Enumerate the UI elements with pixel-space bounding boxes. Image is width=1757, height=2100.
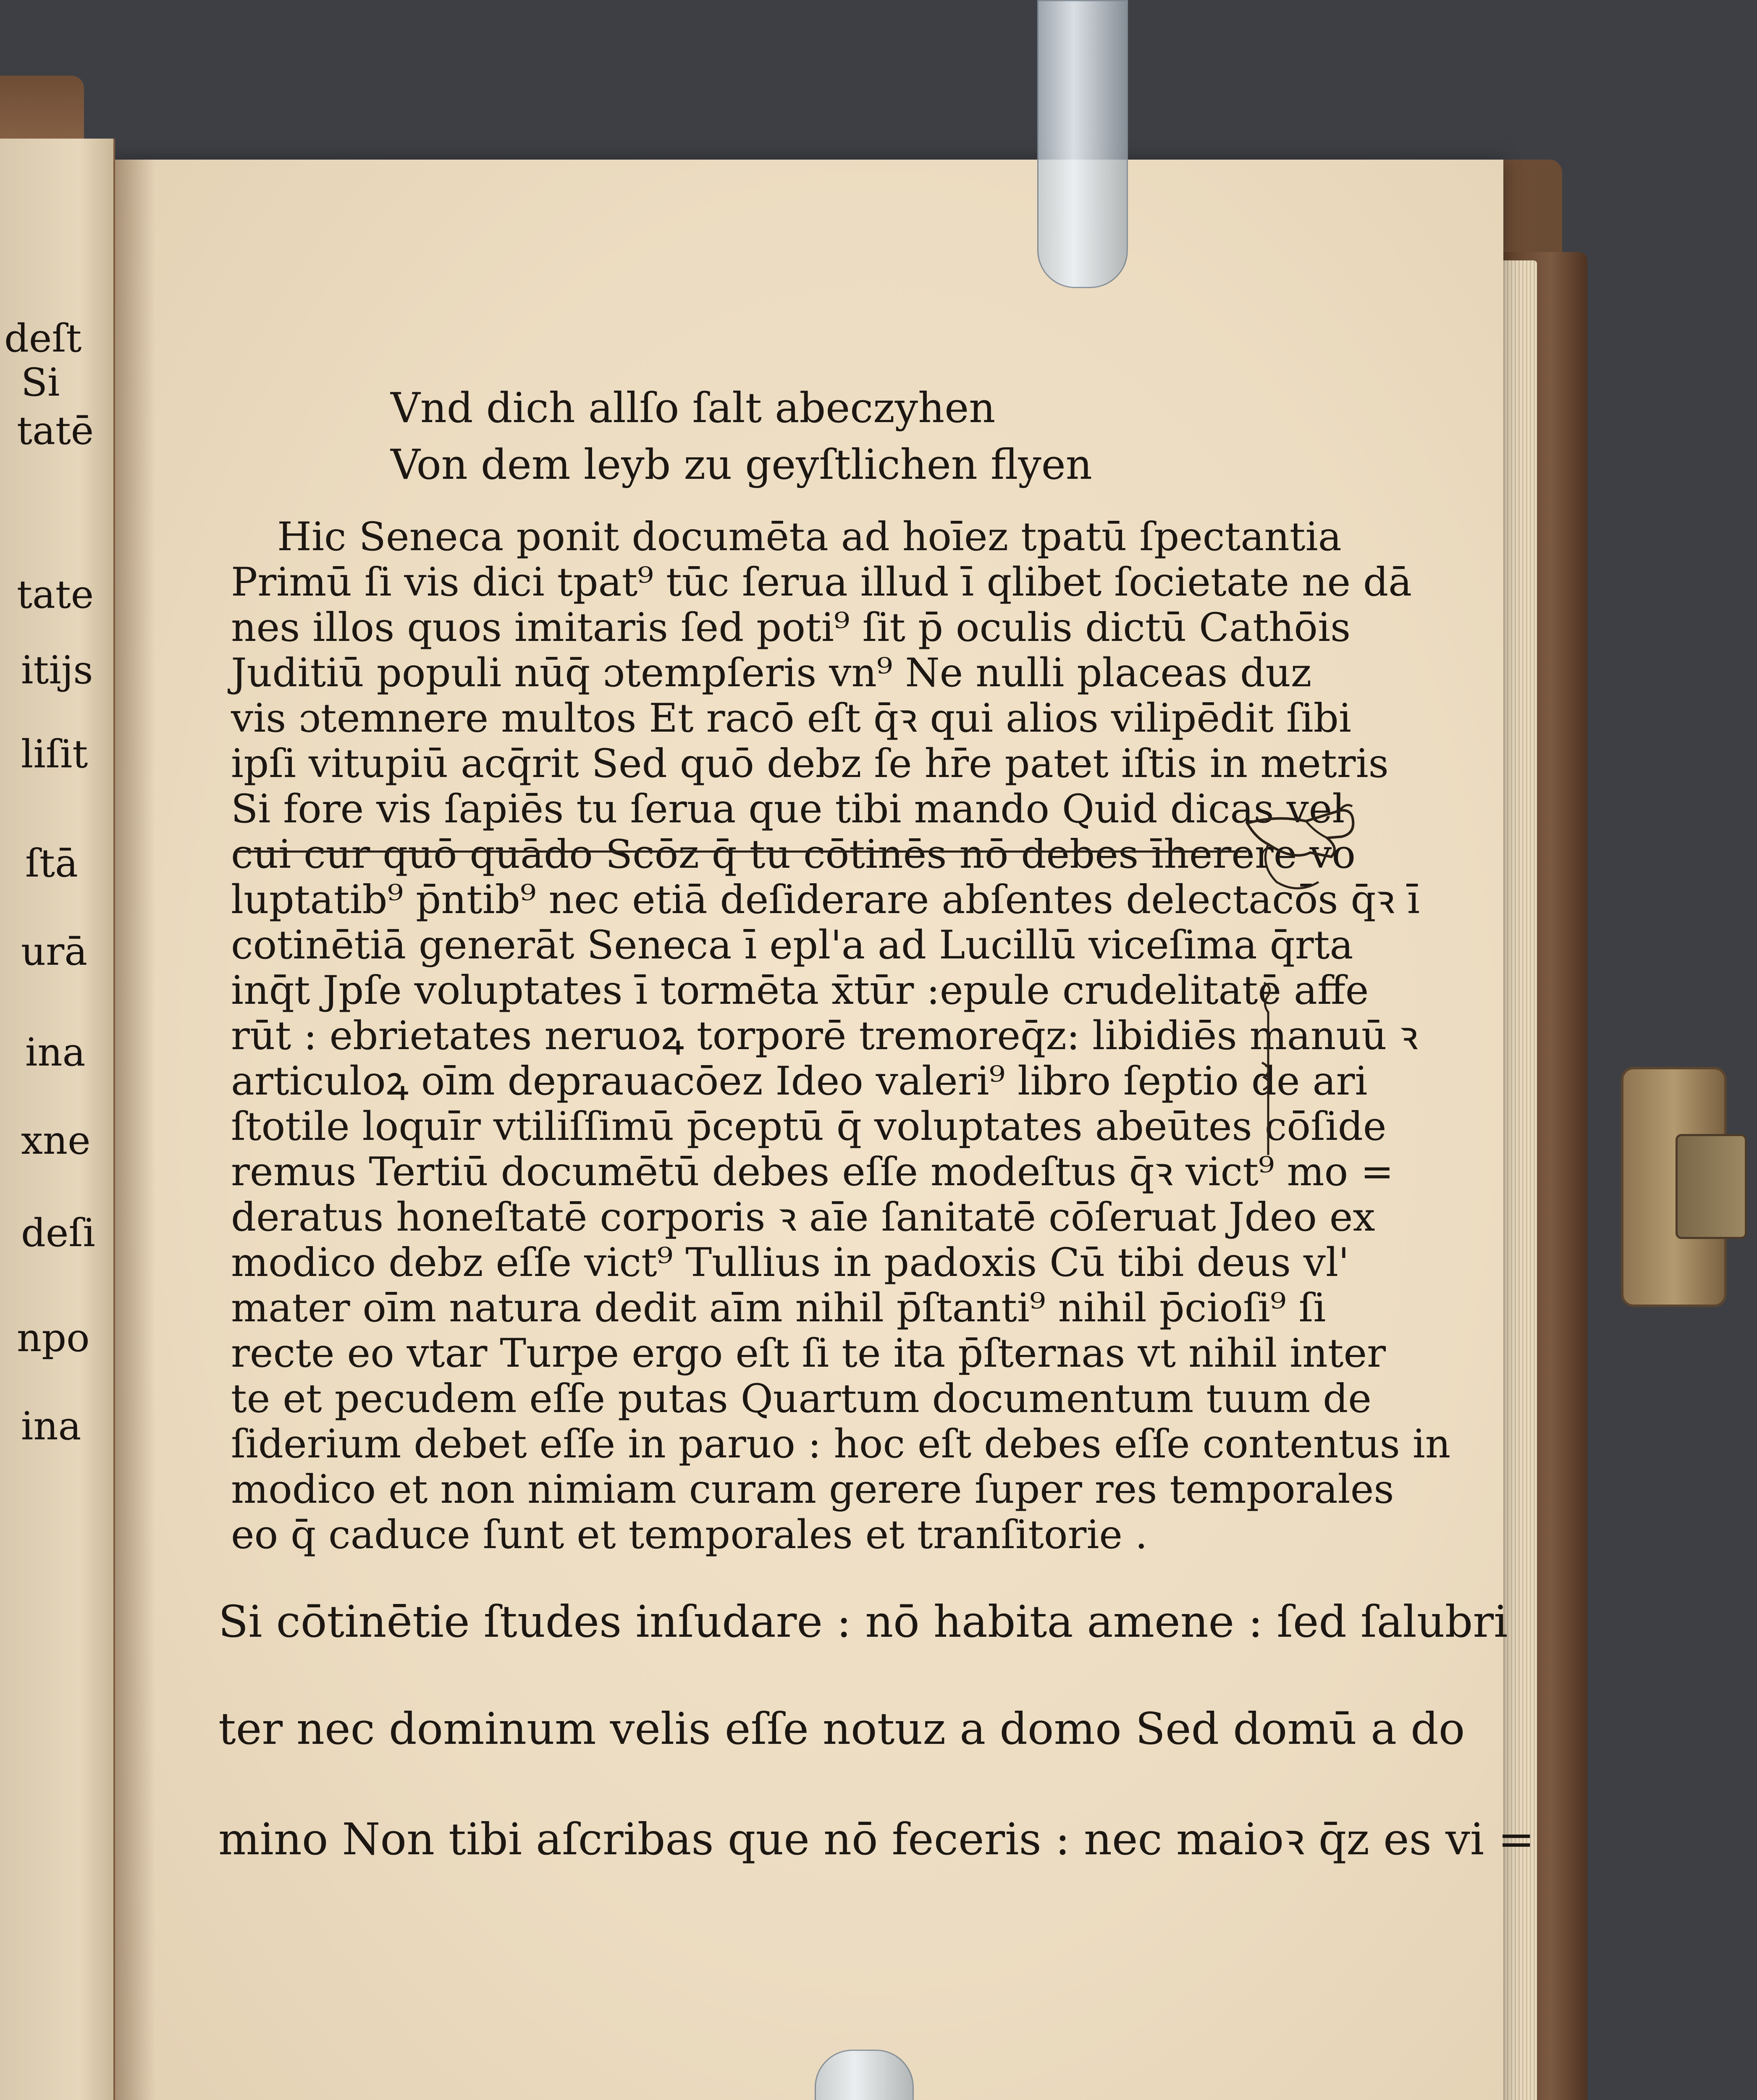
commentary-line: nes illos quos imitaris ſed poti⁹ ſit p̄ oculis dictū Cathōis bbox=[231, 605, 1351, 651]
margin-bracket-mark bbox=[1256, 979, 1281, 1163]
left-fragment: Si bbox=[21, 360, 60, 405]
glass-page-weight-top bbox=[1037, 0, 1128, 288]
commentary-line: Si fore vis ſapiēs tu ſerua que tibi mando Quid dicas vel bbox=[231, 786, 1345, 832]
left-fragment: deſi bbox=[21, 1210, 95, 1255]
left-fragment: urā bbox=[21, 929, 88, 974]
commentary-line: ipſi vitupiū acq̄rit Sed quō debz ſe hr̄e patet iſtis in metris bbox=[231, 741, 1389, 787]
commentary-line: mater oīm natura dedit aīm nihil p̄ſtanti⁹ nihil p̄cioſi⁹ ſi bbox=[231, 1285, 1326, 1331]
left-fragment: ina bbox=[21, 1404, 81, 1449]
commentary-line: eo q̄ caduce ſunt et temporales et tranſitorie . bbox=[231, 1512, 1148, 1558]
commentary-line: modico et non nimiam curam gerere ſuper res temporales bbox=[231, 1467, 1394, 1512]
verse-line: ter nec dominum velis eſſe notuz a domo Sed domū a do bbox=[218, 1703, 1465, 1754]
left-fragment: npo bbox=[17, 1315, 90, 1360]
left-fragment: tatē bbox=[17, 408, 94, 453]
commentary-line: cui cur quō quādo Scōz q̄ tu cōtinēs nō debes īherere vo bbox=[231, 832, 1356, 877]
page-heading bbox=[391, 380, 1092, 494]
verse-line: mino Non tibi aſcribas que nō feceris : nec maioꝛ q̄z es vi = bbox=[218, 1814, 1535, 1865]
glass-page-weight-bottom bbox=[815, 2050, 914, 2100]
left-fragment: ina bbox=[25, 1030, 86, 1075]
manuscript-underline bbox=[235, 850, 1247, 853]
left-fragment: liſit bbox=[21, 732, 88, 777]
left-fragment: itijs bbox=[21, 648, 93, 693]
commentary-line: remus Tertiū documētū debes eſſe modeſtus q̄ꝛ vict⁹ mo = bbox=[231, 1149, 1394, 1195]
left-fragment: deſt bbox=[4, 316, 82, 361]
commentary-line: articuloꝝ oīm deprauacōez Ideo valeri⁹ libro ſeptio de ari bbox=[231, 1058, 1368, 1104]
clasp-catch bbox=[1676, 1134, 1747, 1239]
left-fragment: xne bbox=[21, 1118, 91, 1163]
commentary-line: vis ɔtemnere multos Et racō eſt q̄ꝛ qui alios vilipēdit ſibi bbox=[231, 696, 1351, 741]
manicule-icon bbox=[1243, 798, 1361, 899]
commentary-line: te et pecudem eſſe putas Quartum documentum tuum de bbox=[231, 1376, 1372, 1422]
commentary-line: Primū ſi vis dici tpat⁹ tūc ſerua illud ī qlibet ſocietate ne dā bbox=[231, 559, 1412, 605]
heading-line: Von dem leyb zu geyſtlichen flyen bbox=[391, 441, 1092, 489]
commentary-line: ſiderium debet eſſe in paruo : hoc eſt debes eſſe contentus in bbox=[231, 1421, 1451, 1467]
commentary-line: inq̄t Jpſe voluptates ī tormēta x̄tūr :epule crudelitatē affe bbox=[231, 968, 1369, 1013]
commentary-line: Juditiū populi nūq̄ ɔtempſeris vn⁹ Ne nulli placeas duz bbox=[231, 650, 1312, 696]
commentary-line: ſtotile loquīr vtiliſſimū p̄ceptū q̄ voluptates abeūtes cōſide bbox=[231, 1104, 1387, 1150]
commentary-line: cotinētiā generāt Seneca ī epl'a ad Lucillū viceſima q̄rta bbox=[231, 922, 1353, 968]
commentary-line: modico debz eſſe vict⁹ Tullius in padoxis Cū tibi deus vl' bbox=[231, 1240, 1349, 1286]
commentary-line: rūt : ebrietates neruoꝝ torporē tremoreq̄z: libidiēs manuū ꝛ bbox=[231, 1013, 1418, 1059]
commentary-line: Hic Seneca ponit documēta ad hoīez tpatū ſpectantia bbox=[277, 514, 1342, 560]
verse-line: Si cōtinētie ſtudes inſudare : nō habita amene : ſed ſalubri bbox=[218, 1596, 1508, 1647]
left-fragment: ſtā bbox=[25, 841, 78, 886]
commentary-line: luptatib⁹ p̄ntib⁹ nec etiā deſiderare abſentes delectacōs q̄ꝛ ī bbox=[231, 877, 1420, 923]
heading-line: Vnd dich allſo ſalt abeczyhen bbox=[391, 384, 996, 432]
left-fragment: tate bbox=[17, 572, 94, 617]
commentary-line: recte eo vtar Turpe ergo eſt ſi te ita p̄ſternas vt nihil inter bbox=[231, 1331, 1386, 1376]
commentary-line: deratus honeſtatē corporis ꝛ aīe ſanitatē cōſeruat Jdeo ex bbox=[231, 1194, 1375, 1240]
